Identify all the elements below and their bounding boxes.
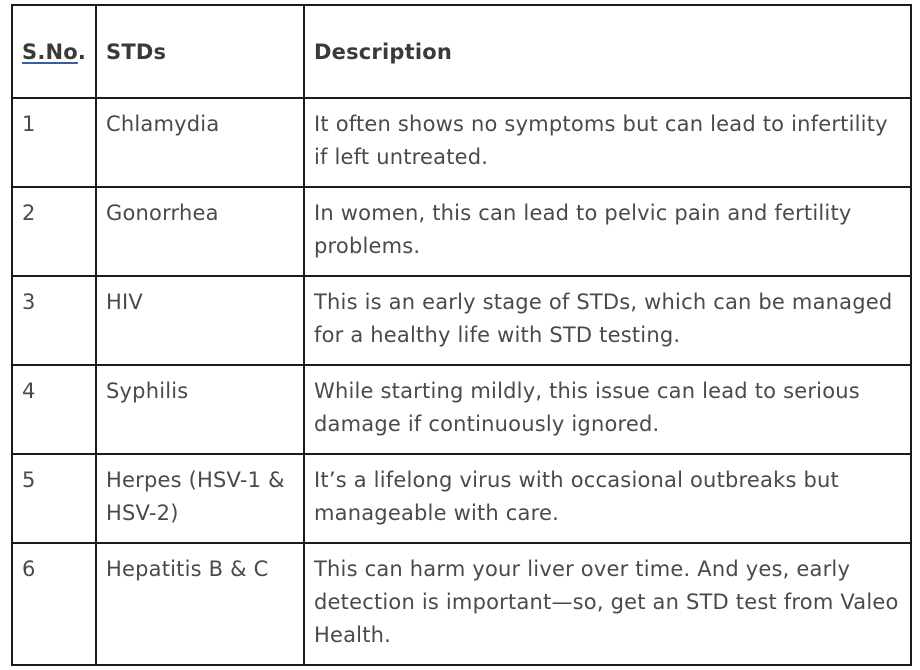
cell-std: Chlamydia [96, 98, 304, 187]
cell-std: Syphilis [96, 365, 304, 454]
table-header-row [12, 5, 911, 98]
table-row [12, 365, 911, 454]
cell-description: This can harm your liver over time. And yes, early detection is important—so, get an STD test from Valeo Health. [304, 543, 911, 665]
std-table [11, 4, 912, 666]
cell-sno: 5 [12, 454, 96, 543]
cell-description: In women, this can lead to pelvic pain and fertility problems. [304, 187, 911, 276]
cell-sno: 4 [12, 365, 96, 454]
header-description: Description [304, 5, 911, 98]
cell-description: This is an early stage of STDs, which can be managed for a healthy life with STD testing. [304, 276, 911, 365]
cell-std: Herpes (HSV-1 & HSV-2) [96, 454, 304, 543]
cell-description: While starting mildly, this issue can lead to serious damage if continuously ignored. [304, 365, 911, 454]
sno-dot: . [77, 40, 87, 64]
cell-sno: 6 [12, 543, 96, 665]
cell-std: HIV [96, 276, 304, 365]
cell-description: It often shows no symptoms but can lead to infertility if left untreated. [304, 98, 911, 187]
table-row [12, 543, 911, 665]
header-sno [12, 5, 96, 98]
cell-sno: 1 [12, 98, 96, 187]
table-row [12, 187, 911, 276]
table-row [12, 98, 911, 187]
cell-sno: 2 [12, 187, 96, 276]
cell-std: Hepatitis B & C [96, 543, 304, 665]
sno-link[interactable]: S.No [22, 40, 78, 64]
cell-sno: 3 [12, 276, 96, 365]
table-row [12, 454, 911, 543]
cell-std: Gonorrhea [96, 187, 304, 276]
header-std: STDs [96, 5, 304, 98]
table-row [12, 276, 911, 365]
cell-description: It’s a lifelong virus with occasional outbreaks but manageable with care. [304, 454, 911, 543]
